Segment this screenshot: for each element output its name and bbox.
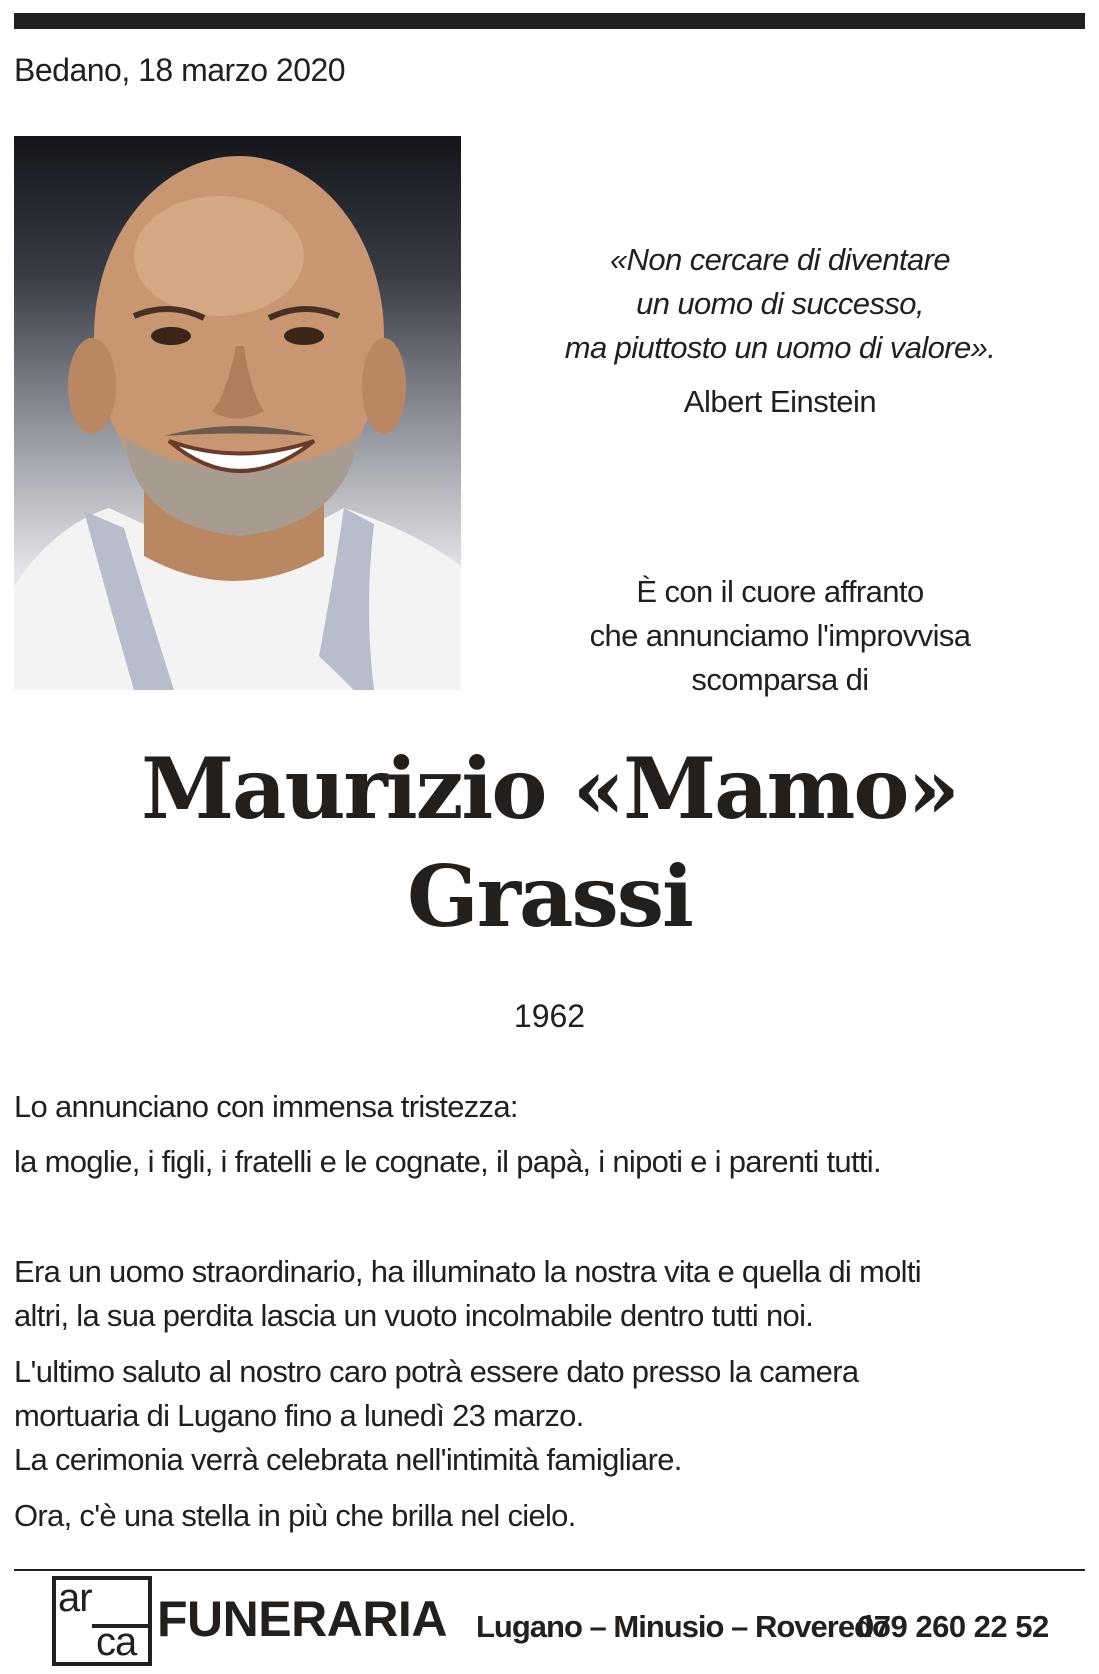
notice-date: Bedano, 18 marzo 2020 xyxy=(14,52,346,88)
name-first-line: Maurizio «Mamo» xyxy=(141,739,958,838)
ceremony-line: La cerimonia verrà celebrata nell'intimità famigliare. xyxy=(14,1442,682,1477)
quote-author: Albert Einstein xyxy=(683,384,877,419)
quote-line: ma piuttosto un uomo di valore». xyxy=(564,330,996,365)
company-phone: 079 260 22 52 xyxy=(857,1609,1049,1644)
quote-line: un uomo di successo, xyxy=(636,286,924,321)
family-members: la moglie, i figli, i fratelli e le cognate, il papà, i nipoti e i parenti tutti. xyxy=(14,1144,881,1179)
name-surname: Grassi xyxy=(407,847,692,946)
closing-line: Ora, c'è una stella in più che brilla nel cielo. xyxy=(14,1498,576,1533)
quote-line: «Non cercare di diventare xyxy=(610,242,950,277)
top-border xyxy=(14,13,1085,29)
visitation-line: L'ultimo saluto al nostro caro potrà essere dato presso la camera xyxy=(14,1354,859,1389)
company-locations: Lugano – Minusio – Roveredo xyxy=(476,1609,890,1644)
tribute-line: altri, la sua perdita lascia un vuoto incolmabile dentro tutti noi. xyxy=(14,1298,814,1333)
family-heading: Lo annunciano con immensa tristezza: xyxy=(14,1089,518,1124)
logo-text-bottom: ca xyxy=(96,1620,137,1664)
tribute-line: Era un uomo straordinario, ha illuminato la nostra vita e quella di molti xyxy=(14,1254,921,1289)
arca-logo xyxy=(52,1576,152,1666)
company-name: FUNERARIA xyxy=(157,1591,447,1647)
portrait-photo xyxy=(14,136,461,690)
visitation-line: mortuaria di Lugano fino a lunedì 23 marzo. xyxy=(14,1398,584,1433)
quote-block xyxy=(480,238,1080,424)
footer-divider xyxy=(14,1569,1085,1571)
deceased-name xyxy=(0,735,1099,951)
intro-line: che annunciamo l'improvvisa xyxy=(589,618,971,653)
intro-line: scomparsa di xyxy=(691,662,869,697)
logo-text-top: ar xyxy=(58,1576,92,1620)
birth-year: 1962 xyxy=(513,998,586,1034)
intro-line: È con il cuore affranto xyxy=(636,574,924,609)
announcement-intro xyxy=(480,570,1080,702)
